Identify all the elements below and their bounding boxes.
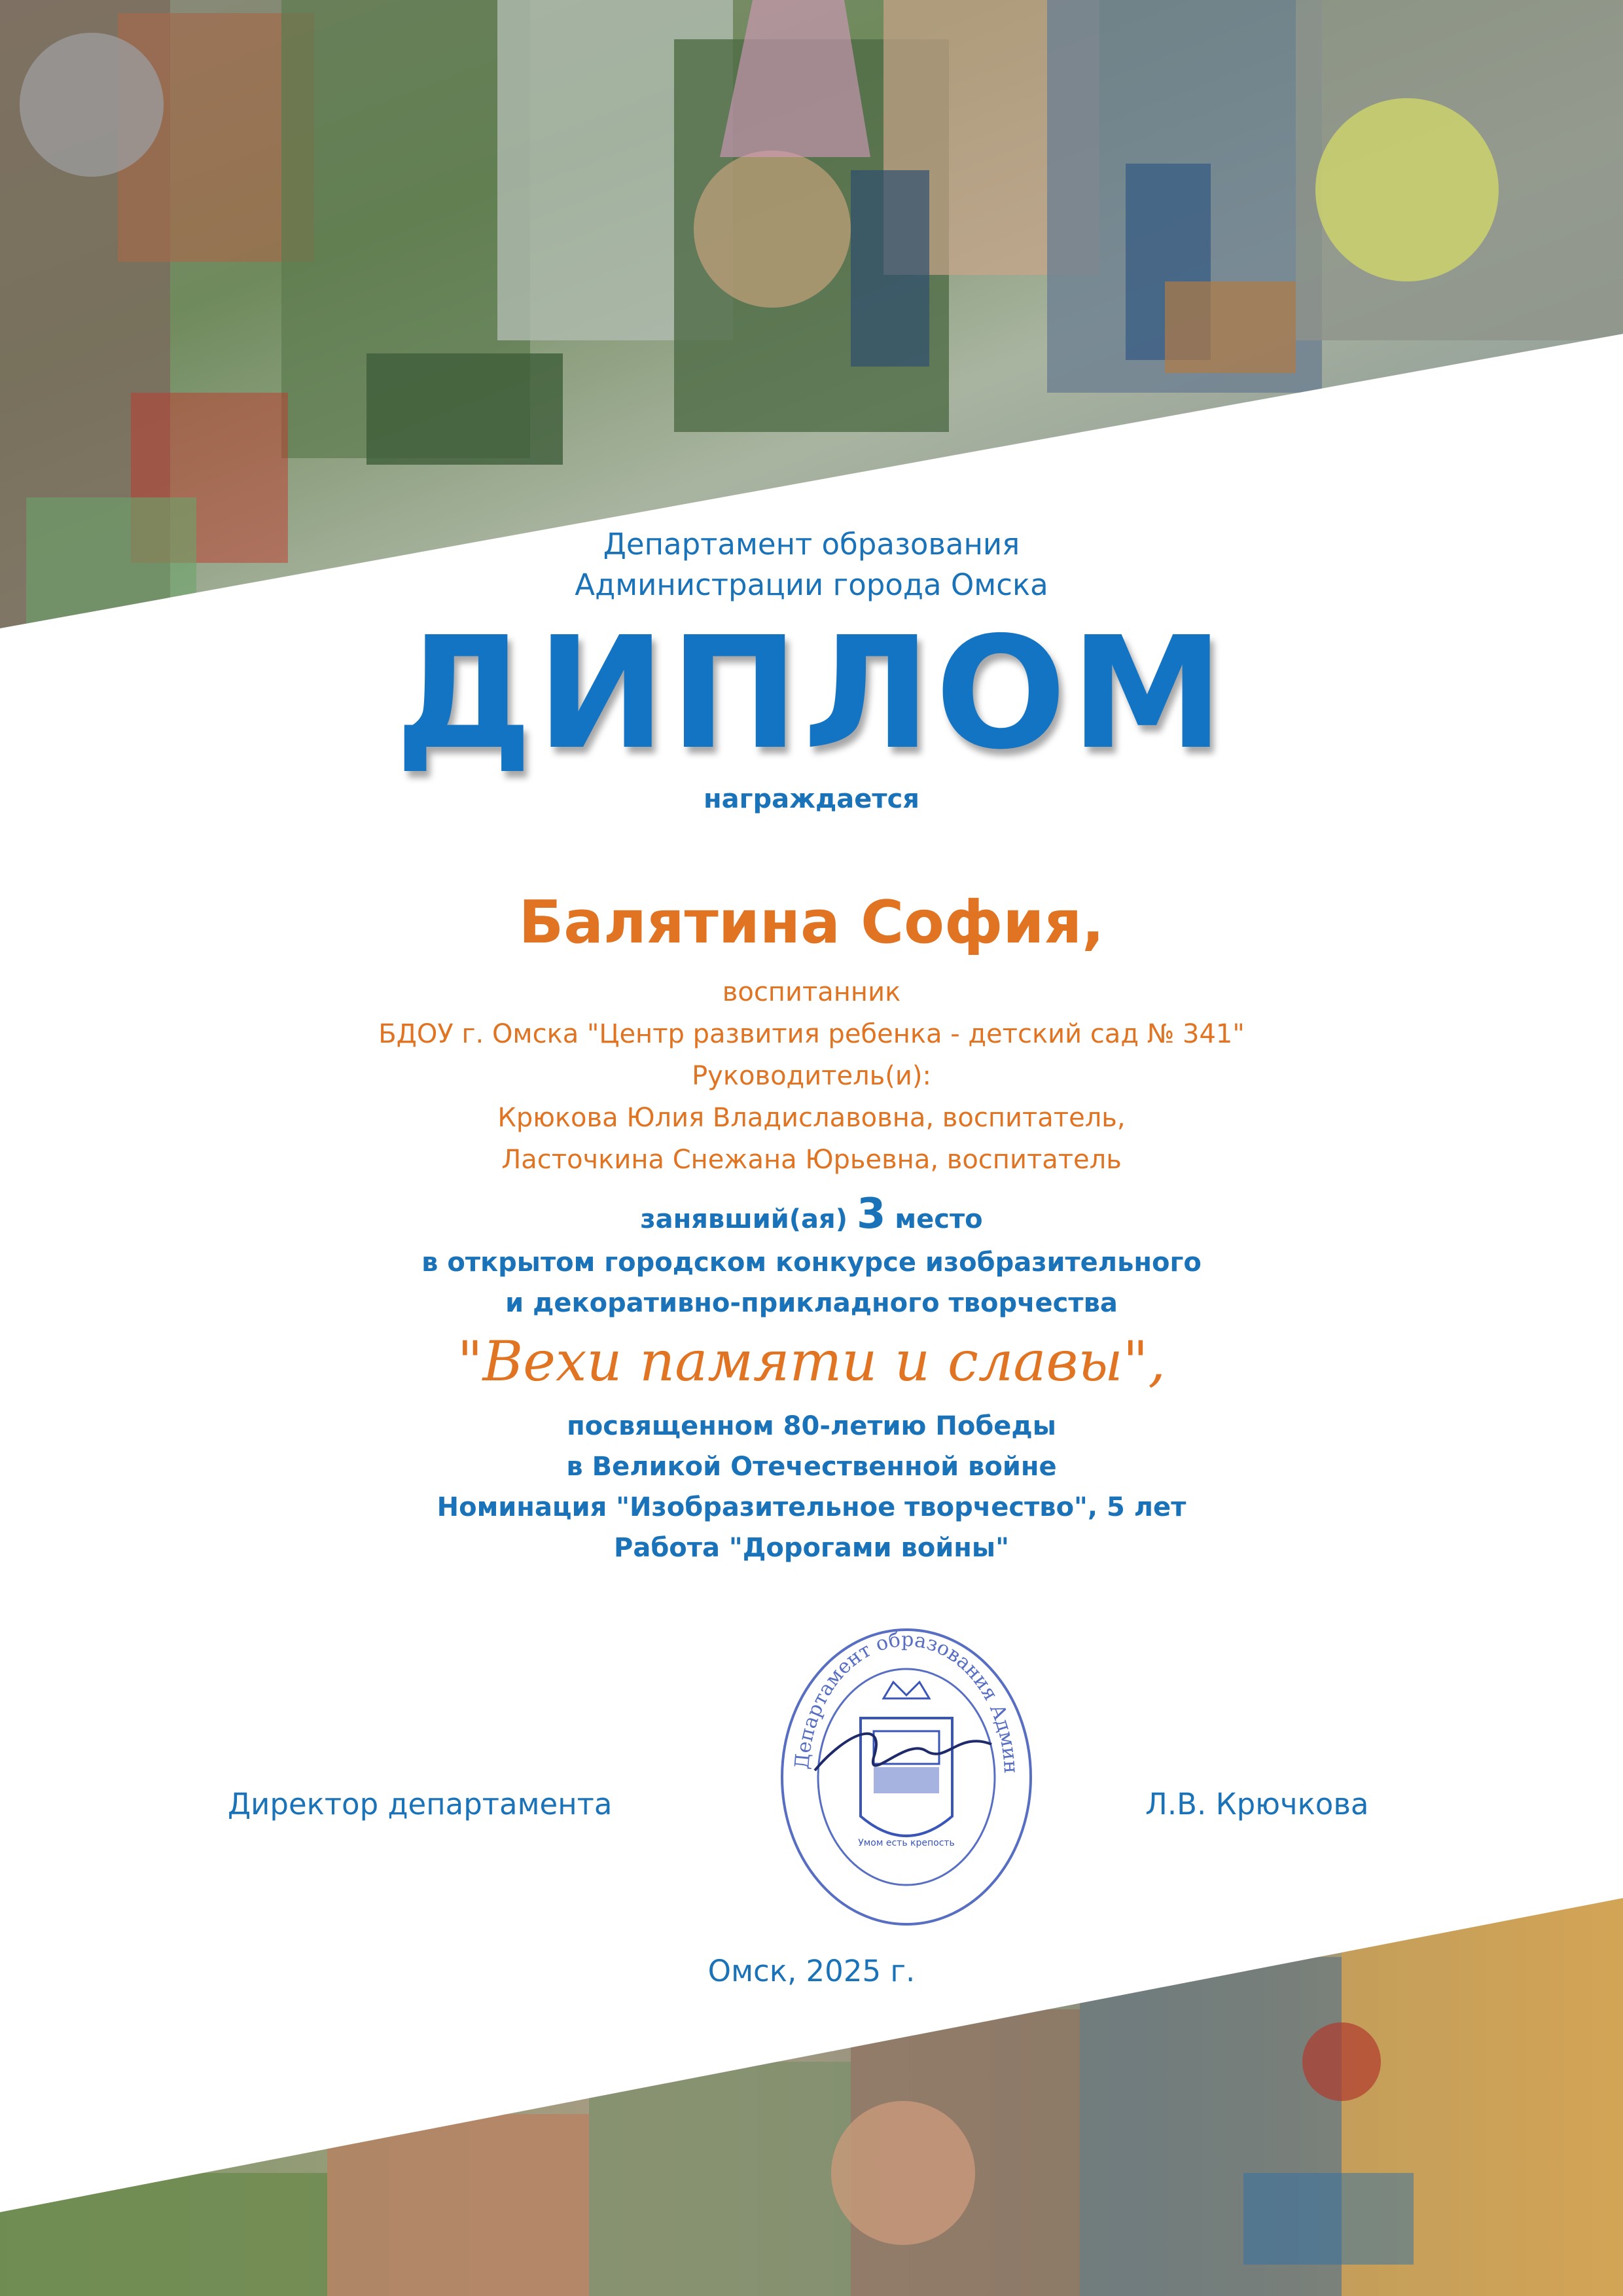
director-name: Л.В. Крючкова bbox=[1145, 1787, 1369, 1821]
supervisors-label: Руководитель(и): bbox=[692, 1061, 931, 1091]
diploma-title: ДИПЛОМ bbox=[395, 603, 1228, 783]
dedication-line-2: в Великой Отечественной войне bbox=[566, 1452, 1057, 1482]
work-title: Работа "Дорогами войны" bbox=[614, 1533, 1009, 1563]
organization-line-1: Департамент образования bbox=[603, 527, 1020, 562]
place-prefix: занявший(ая) bbox=[640, 1204, 848, 1234]
svg-text:Департамент образования Админи bbox=[776, 1620, 1022, 1774]
stamp-ring-text: Департамент образования Админ bbox=[791, 1628, 1023, 1774]
official-stamp-seal bbox=[776, 1620, 1037, 1934]
place-number: 3 bbox=[856, 1190, 886, 1238]
contest-line-2: и декоративно-прикладного творчества bbox=[505, 1288, 1118, 1318]
recipient-institution: БДОУ г. Омска "Центр развития ребенка - детский сад № 341" bbox=[378, 1019, 1245, 1049]
recipient-name: Балятина София, bbox=[518, 888, 1105, 957]
place-line bbox=[0, 1190, 1623, 1238]
city-year: Омск, 2025 г. bbox=[707, 1954, 916, 1988]
nomination: Номинация "Изобразительное творчество", 5 лет bbox=[437, 1492, 1186, 1522]
recipient-role: воспитанник bbox=[722, 977, 901, 1007]
bottom-collage-illustration bbox=[0, 1898, 1623, 2296]
awarded-label: награждается bbox=[704, 784, 919, 814]
director-title: Директор департамента bbox=[228, 1787, 613, 1821]
supervisor-2: Ласточкина Снежана Юрьевна, воспитатель bbox=[501, 1145, 1122, 1175]
contest-line-1: в открытом городском конкурсе изобразительного bbox=[421, 1247, 1202, 1278]
organization-line-2: Администрации города Омска bbox=[575, 567, 1048, 602]
supervisor-1: Крюкова Юлия Владиславовна, воспитатель, bbox=[497, 1103, 1126, 1133]
dedication-line-1: посвященном 80-летию Победы bbox=[567, 1411, 1056, 1441]
place-suffix: место bbox=[895, 1204, 983, 1234]
contest-name: "Вехи памяти и славы", bbox=[457, 1329, 1166, 1393]
stamp-motto: Умом есть крепость bbox=[858, 1838, 955, 1848]
